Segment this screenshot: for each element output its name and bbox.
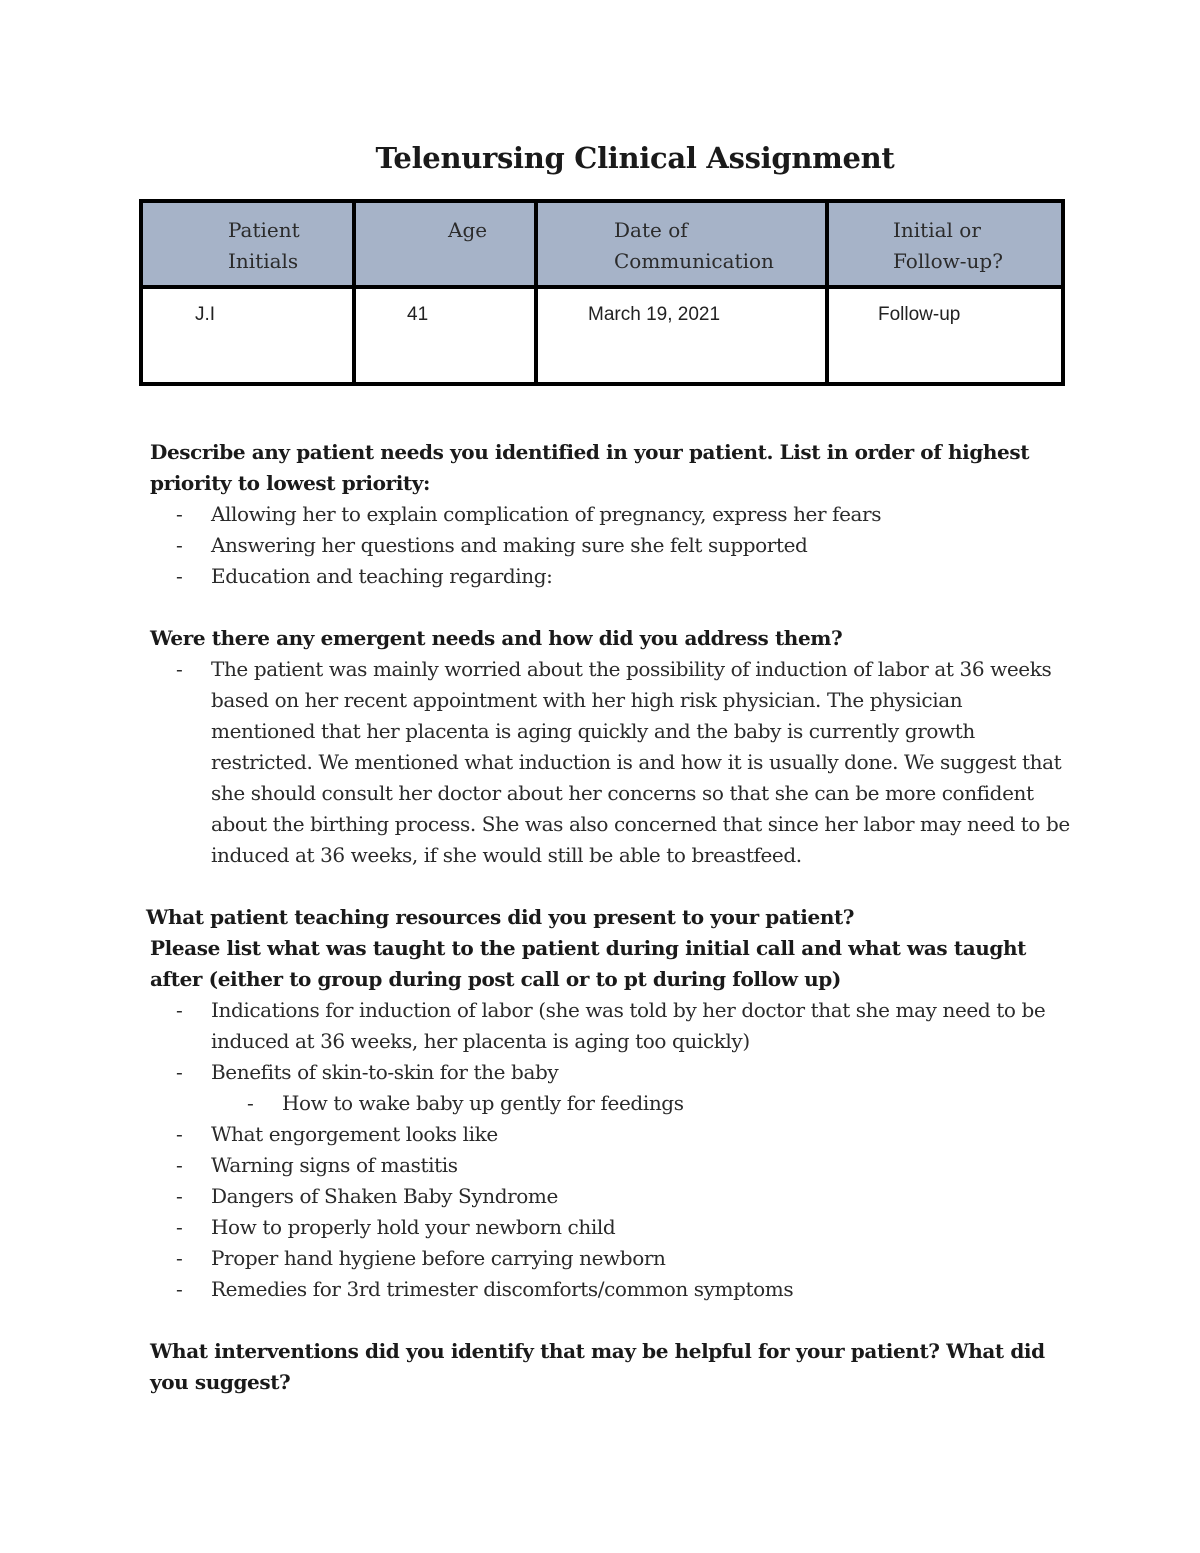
list-item: - How to wake baby up gently for feedings [150,1088,1070,1119]
table-row [141,287,1063,384]
list-item: - Remedies for 3rd trimester discomforts/common symptoms [150,1274,1070,1305]
question-interventions: What interventions did you identify that may be helpful for your patient? What did you suggest? [150,1339,1045,1394]
list-item: - The patient was mainly worried about the possibility of induction of labor at 36 weeks based on her recent appointment with her high risk physician. The physician mentioned that her placenta is aging quickly and the baby is currently growth restricted. We mentioned what induction is and how it is usually done. We suggest that she should consult her doctor about her concerns so that she can be more confident about the birthing process. She was also concerned that since her labor may need to be induced at 36 weeks, if she would still be able to breastfeed. [150,654,1070,871]
patient-needs-list [150,499,1070,592]
table-header-row [141,201,1063,287]
cell-date: March 19, 2021 [536,287,827,384]
header-initial-or-follow-up: Initial or Follow-up? [827,201,1063,287]
list-item: - What engorgement looks like [150,1119,1070,1150]
list-item: - Allowing her to explain complication of pregnancy, express her fears [150,499,1070,530]
list-item: - How to properly hold your newborn child [150,1212,1070,1243]
list-item: - Warning signs of mastitis [150,1150,1070,1181]
header-patient-initials: Patient Initials [141,201,354,287]
header-date-of-communication: Date of Communication [536,201,827,287]
emergent-needs-list [150,654,1070,871]
question-teaching-resources: What patient teaching resources did you present to your patient? [146,905,855,929]
list-item: - Indications for induction of labor (she was told by her doctor that she may need to be induced at 36 weeks, her placenta is aging too quickly) [150,995,1070,1057]
question-patient-needs: Describe any patient needs you identified in your patient. List in order of highest priority to lowest priority: [150,440,1030,495]
list-item: - Dangers of Shaken Baby Syndrome [150,1181,1070,1212]
header-age: Age [354,201,536,287]
list-item: - Answering her questions and making sure she felt supported [150,530,1070,561]
list-item: - Proper hand hygiene before carrying newborn [150,1243,1070,1274]
patient-info-table [139,199,1065,386]
teaching-list [150,995,1070,1305]
cell-patient-initials: J.I [141,287,354,384]
cell-age: 41 [354,287,536,384]
list-item: - Education and teaching regarding: [150,561,1070,592]
assignment-body [146,437,1070,1398]
question-emergent-needs: Were there any emergent needs and how did you address them? [150,626,843,650]
cell-visit-type: Follow-up [827,287,1063,384]
page-title: Telenursing Clinical Assignment [375,141,895,175]
list-item: - Benefits of skin-to-skin for the baby [150,1057,1070,1088]
question-teaching-list: Please list what was taught to the patient during initial call and what was taught after (either to group during post call or to pt during follow up) [150,936,1026,991]
